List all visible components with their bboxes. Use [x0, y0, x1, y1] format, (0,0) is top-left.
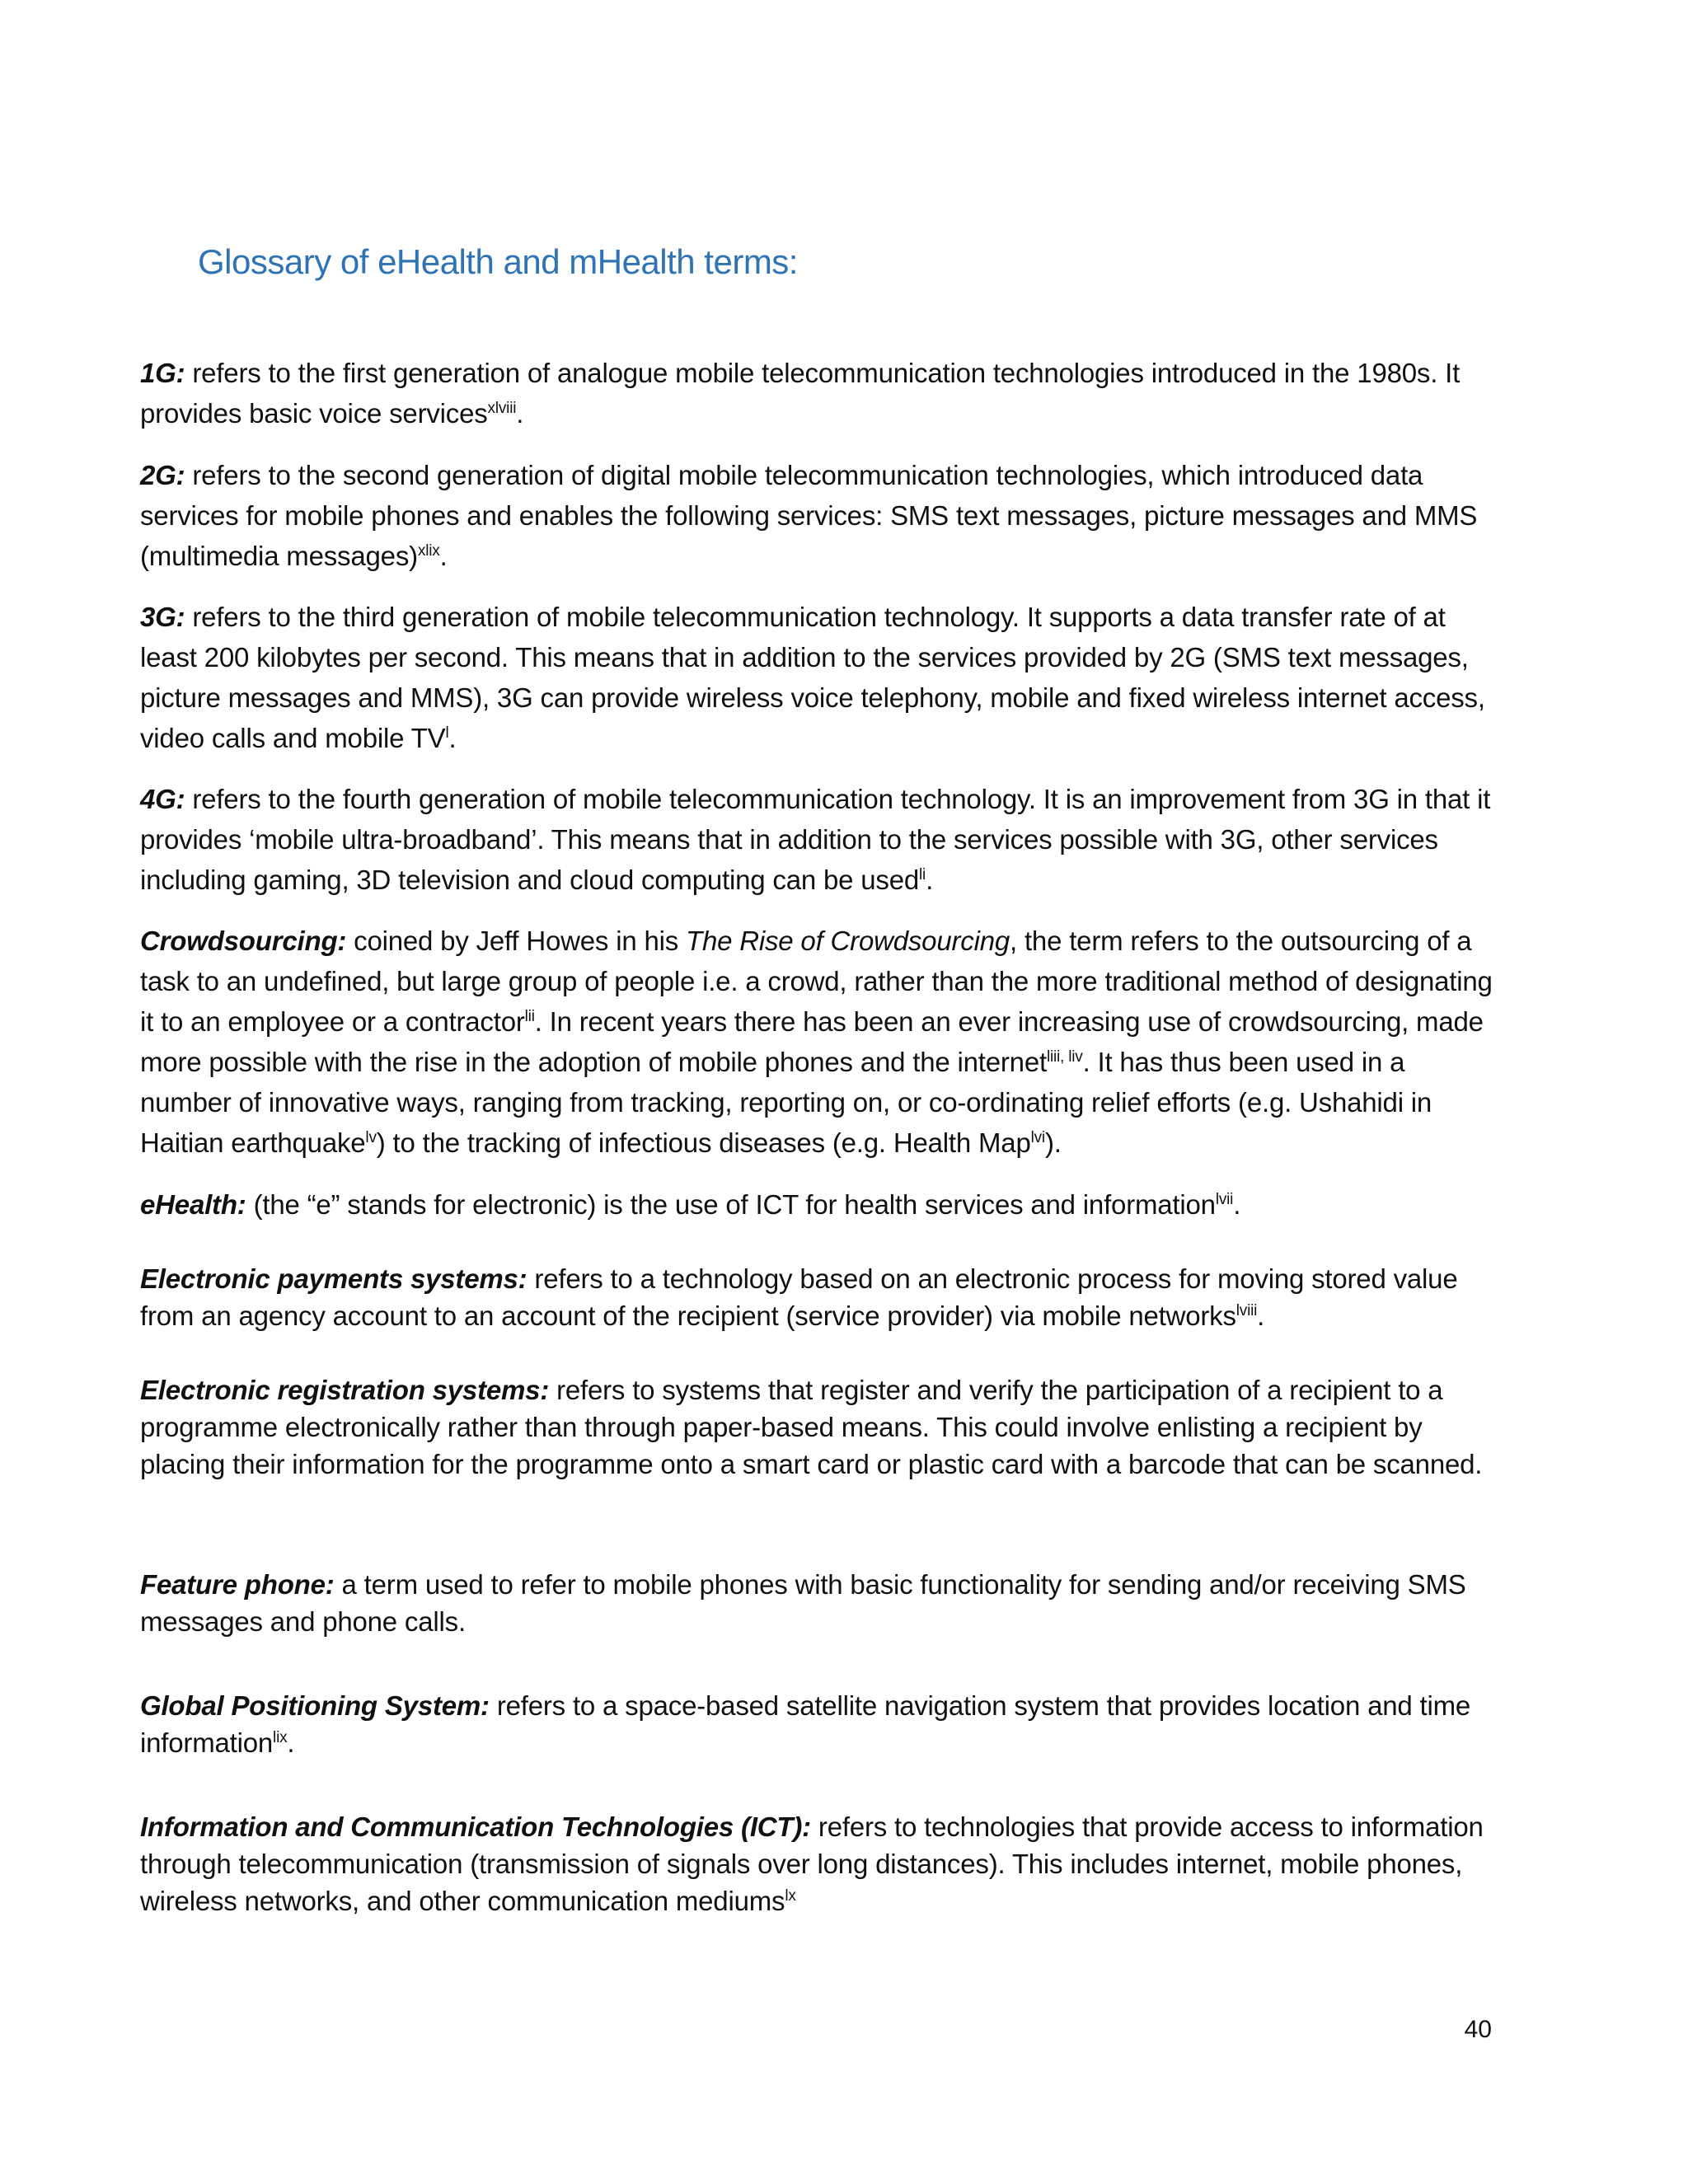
endnote-ref[interactable]: lv — [365, 1129, 377, 1146]
endnote-ref[interactable]: lviii — [1236, 1302, 1258, 1319]
definition-ict: refers to technologies that provide access to information through telecommunication (transmission of signals over long distances). This includes internet, mobile phones, wireless networks, and other communication mediums — [140, 1811, 1484, 1916]
term-registration: Electronic registration systems: — [140, 1375, 550, 1405]
glossary-entry-payments: Electronic payments systems: refers to a technology based on an electronic process for moving stored value from an agency account to an account of the recipient (service provider) via mobile networks$^{lviii}$. — [140, 1263, 1458, 1331]
definition-4g: refers to the fourth generation of mobile telecommunication technology. It is an improvement from 3G in that it provides ‘mobile ultra-broadband’. This means that in addition to the services possible with 3G, other services including gaming, 3D television and cloud computing can be used — [140, 784, 1491, 895]
definition-payments: refers to a technology based on an electronic process for moving stored value from an agency account to an account of the recipient (service provider) via mobile networks — [140, 1263, 1458, 1331]
term-3g: 3G: — [140, 602, 185, 632]
definition-gps: refers to a space-based satellite navigation system that provides location and time information — [140, 1690, 1471, 1758]
term-payments: Electronic payments systems: — [140, 1263, 528, 1294]
glossary-entry-crowdsourcing: Crowdsourcing: coined by Jeff Howes in his The Rise of Crowdsourcing, the term refers to the outsourcing of a task to an undefined, but large group of people i.e. a crowd, rather than the more traditional method of designating it to an employee or a contractor$^{lii}$. In recent years there has been an ever increasing use of crowdsourcing, made more possible with the rise in the adoption of mobile phones and the internet$^{liii, liv}$. It has thus been used in a number of innovative ways, ranging from tracking, reporting on, or co-ordinating relief efforts (e.g. Ushahidi in Haitian earthquake$^{lv}$) to the tracking of infectious diseases (e.g. Health Map$^{lvi}$). — [140, 926, 1493, 1158]
definition-1g: refers to the first generation of analogue mobile telecommunication technologies introduced in the 1980s. It provides basic voice services — [140, 358, 1461, 429]
page-number: 40 — [1464, 2016, 1492, 2043]
term-crowdsourcing: Crowdsourcing: — [140, 926, 347, 956]
endnote-ref[interactable]: lx — [785, 1887, 796, 1905]
book-title: The Rise of Crowdsourcing — [686, 926, 1010, 956]
glossary-heading: Glossary of eHealth and mHealth terms: — [198, 242, 798, 281]
term-ehealth: eHealth: — [140, 1189, 246, 1220]
glossary-entry-registration — [140, 1371, 1500, 1483]
glossary-entry-ict — [140, 1808, 1500, 1919]
endnote-ref[interactable]: liii, liv — [1046, 1048, 1083, 1066]
endnote-ref[interactable]: li — [919, 866, 926, 883]
term-4g: 4G: — [140, 784, 185, 814]
glossary-entry-1g: 1G: refers to the first generation of analogue mobile telecommunication technologies introduced in the 1980s. It provides basic voice services$^{xlviii}$. — [140, 358, 1461, 429]
glossary-entry-3g: 3G: refers to the third generation of mobile telecommunication technology. It supports a data transfer rate of at least 200 kilobytes per second. This means that in addition to the services provided by 2G (SMS text messages, picture messages and MMS), 3G can provide wireless voice telephony, mobile and fixed wireless internet access, video calls and mobile $TV^l$. — [140, 602, 1485, 753]
term-feature-phone: Feature phone: — [140, 1569, 335, 1600]
term-2g: 2G: — [140, 460, 185, 490]
endnote-ref[interactable]: xlix — [417, 542, 440, 560]
term-ict: Information and Communication Technologies (ICT): — [140, 1811, 811, 1842]
endnote-ref[interactable]: l — [445, 724, 449, 742]
term-1g: 1G: — [140, 358, 185, 388]
glossary-entry-feature-phone — [140, 1566, 1500, 1640]
endnote-ref[interactable]: xlviii — [487, 400, 517, 417]
endnote-ref[interactable]: lvi — [1030, 1129, 1045, 1146]
definition-feature-phone: a term used to refer to mobile phones with basic functionality for sending and/or receiving SMS messages and phone calls. — [140, 1569, 1466, 1637]
definition-ehealth: (the “e” stands for electronic) is the use of ICT for health services and information — [246, 1189, 1216, 1220]
definition-2g: refers to the second generation of digital mobile telecommunication technologies, which introduced data services for mobile phones and enables the following services: SMS text messages, picture messages and MMS (multimedia messages) — [140, 460, 1478, 571]
glossary-entry-gps: Global Positioning System: refers to a space-based satellite navigation system that provides location and time information$^{lix}$. — [140, 1690, 1471, 1758]
glossary-entry-2g: 2G: refers to the second generation of digital mobile telecommunication technologies, which introduced data services for mobile phones and enables the following services: SMS text messages, picture messages and MMS (multimedia messages)$^{xlix}$. — [140, 460, 1478, 571]
endnote-ref[interactable]: lix — [273, 1729, 288, 1746]
term-gps: Global Positioning System: — [140, 1690, 490, 1721]
glossary-entry-ehealth: eHealth: (the “e” stands for electronic) is the use of ICT for health services and information$^{lvii}$. — [140, 1189, 1241, 1220]
endnote-ref[interactable]: lvii — [1215, 1191, 1234, 1208]
glossary-entry-4g: 4G: refers to the fourth generation of mobile telecommunication technology. It is an improvement from 3G in that it provides ‘mobile ultra-broadband’. This means that in addition to the services possible with 3G, other services including gaming, 3D television and cloud computing can be used$^{li}$. — [140, 784, 1491, 895]
endnote-ref[interactable]: lii — [524, 1008, 535, 1025]
definition-3g: refers to the third generation of mobile telecommunication technology. It supports a data transfer rate of at least 200 kilobytes per second. This means that in addition to the services provided by 2G (SMS text messages, picture messages and MMS), 3G can provide wireless voice telephony, mobile and fixed wireless internet access, video calls and mobile TV — [140, 602, 1485, 753]
definition-registration: refers to systems that register and verify the participation of a recipient to a programme electronically rather than through paper-based means. This could involve enlisting a recipient by placing their information for the programme onto a smart card or plastic card with a barcode that can be scanned. — [140, 1375, 1483, 1479]
